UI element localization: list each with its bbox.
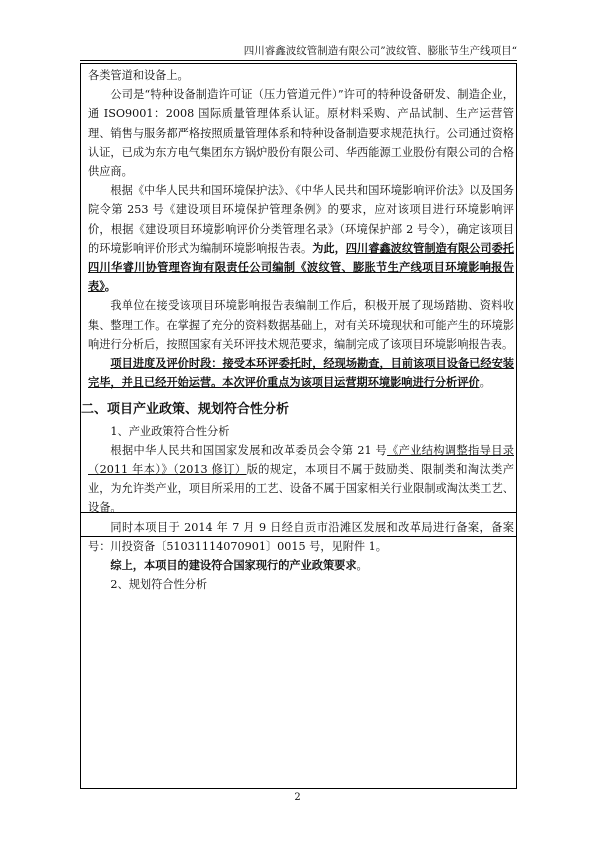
section-2-title: 二、项目产业政策、规划符合性分析: [81, 402, 290, 418]
paragraph-6: 同时本项目于 2014 年 7 月 9 日经自贡市沿滩区发展和改革局进行备案，备案号：川投资备〔51031114070901〕0015 号，见附件 1。: [88, 520, 514, 553]
paragraph-2-text: 根据《中华人民共和国环境保护法》、《中华人民共和国环境影响评价法》以及国务院令第 253 号《建设项目环境保护管理条例》的要求，应对该项目进行环境影响评价，根据《建设项目环境影响评价分类管理名录》（环境保护部 2 号令），确定该项目的环境影响评价形式为编制环境影响报告表。: [88, 184, 514, 255]
paragraph-4-end: 。: [479, 376, 491, 390]
paragraph-2-end: 。: [104, 279, 116, 294]
paragraph-2: [88, 181, 514, 296]
paragraph-3: 我单位在接受该项目环境影响报告表编制工作后，积极开展了现场踏勘、资料收集、整理工作。在掌握了充分的资料数据基础上，对有关环境现状和可能产生的环境影响进行分析后，按照国家有关环评技术规范要求，编制完成了该项目环境影响报告表。: [88, 299, 514, 351]
page-number: 2: [294, 792, 301, 803]
paragraph-5-a: 根据中华人民共和国国家发展和改革委员会令第 21 号: [110, 443, 388, 457]
paragraph-5-b: 版的规定，本项目不属于鼓励类、限制类和淘汰类产业，为允许类产业，项目所采用的工艺、设备不属于国家相关行业限制或淘汰类工艺、设备。: [88, 463, 514, 515]
paragraph-0: 各类管道和设备上。: [88, 69, 189, 82]
subsection-2-title: 2、规划符合性分析: [110, 578, 208, 592]
paragraph-2-bold: 为此，: [312, 240, 346, 255]
subsection-1-title: 1、产业政策符合性分析: [110, 424, 230, 438]
paragraph-5: [88, 441, 514, 518]
paragraph-5-catalog: 《产业结构调整指导目录（2011 年本）》（2013 修订）: [88, 443, 514, 477]
paragraph-7-end: 。: [356, 559, 368, 573]
paragraph-7: [88, 556, 514, 575]
paragraph-7-bold: 综上，本项目的建设符合国家现行的产业政策要求: [110, 558, 357, 573]
header-title: 四川睿鑫波纹管制造有限公司”波纹管、膨胀节生产线项目“: [243, 45, 517, 57]
document-body: [81, 66, 514, 594]
paragraph-2-commission: 四川睿鑫波纹管制造有限公司委托四川华睿川协管理咨询有限责任公司编制《波纹管、膨胀节生产线项目环境影响报告表》: [88, 240, 514, 294]
paragraph-4-bold: 项目进度及评价时段：接受本环评委托时，经现场勘查，目前该项目设备已经安装完毕，并且已经开始运营。本次评价重点为该项目运营期环境影响进行分析评价: [88, 356, 514, 390]
page-header: [80, 38, 517, 61]
paragraph-1: 公司是“特种设备制造许可证（压力管道元件）”许可的特种设备研发、制造企业，通 ISO9001：2008 国际质量管理体系认证。原材料采购、产品试制、生产运营管理、销售与服务都严格按照质量管理体系和特种设备制造要求规范执行。公司通过资格认证，已成为东方电气集团东方锅炉股份有限公司、华西能源工业股份有限公司的合格供应商。: [88, 88, 514, 179]
paragraph-4: [88, 354, 514, 392]
